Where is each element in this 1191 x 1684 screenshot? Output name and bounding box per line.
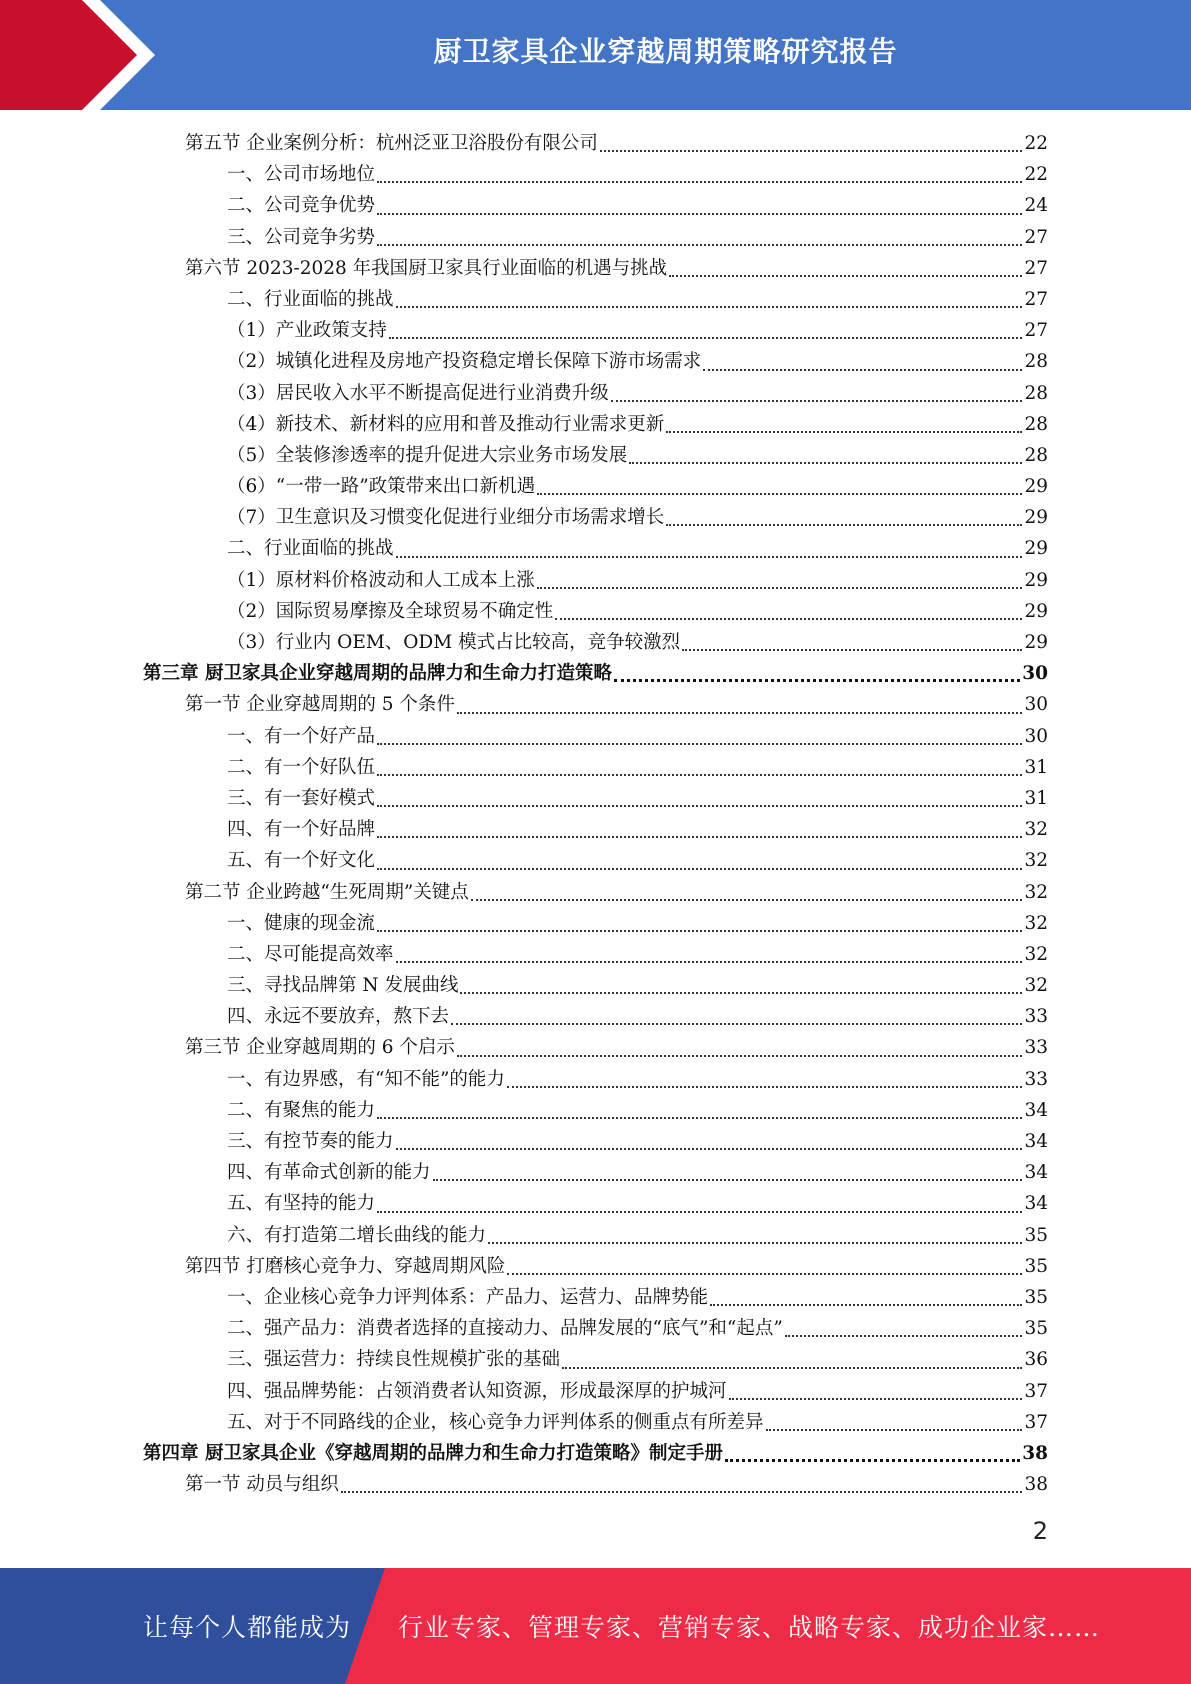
toc-entry[interactable] [143, 1126, 1048, 1157]
toc-dot-leader [488, 1224, 1022, 1244]
toc-entry[interactable] [143, 222, 1048, 253]
toc-entry[interactable] [143, 1251, 1048, 1282]
toc-dot-leader [457, 1037, 1023, 1057]
toc-entry-title: 五、有坚持的能力 [227, 1193, 376, 1215]
toc-entry-page: 33 [1024, 1006, 1048, 1028]
toc-entry[interactable] [143, 409, 1048, 440]
toc-entry-page: 38 [1022, 1442, 1048, 1464]
toc-entry-title: 二、有聚焦的能力 [227, 1099, 376, 1121]
toc-entry-page: 34 [1024, 1131, 1048, 1152]
toc-entry-title: （2）国际贸易摩擦及全球贸易不确定性 [227, 600, 554, 622]
toc-entry-title: 二、行业面临的挑战 [227, 538, 394, 560]
toc-entry-page: 29 [1024, 507, 1048, 529]
toc-entry-page: 30 [1024, 725, 1048, 747]
toc-dot-leader [341, 1473, 1023, 1493]
toc-dot-leader [725, 1441, 1020, 1462]
toc-dot-leader [377, 226, 1022, 246]
toc-entry-title: （3）居民收入水平不断提高促进行业消费升级 [227, 382, 609, 404]
toc-entry-page: 30 [1022, 663, 1048, 685]
toc-entry-page: 37 [1024, 1380, 1048, 1402]
toc-dot-leader [729, 1380, 1023, 1400]
toc-dot-leader [377, 787, 1022, 807]
toc-entry[interactable] [143, 877, 1048, 908]
toc-entry[interactable] [143, 1344, 1048, 1375]
toc-entry-page: 32 [1024, 850, 1048, 872]
page-number: 2 [1032, 1517, 1048, 1545]
toc-entry[interactable] [143, 783, 1048, 814]
toc-dot-leader [611, 382, 1023, 402]
toc-dot-leader [460, 974, 1022, 994]
toc-entry-title: 五、有一个好文化 [227, 850, 376, 872]
toc-entry-page: 27 [1024, 257, 1048, 279]
toc-entry[interactable] [143, 1095, 1048, 1126]
toc-entry-page: 29 [1024, 569, 1048, 591]
toc-entry-title: （6）“一带一路”政策带来出口新机遇 [227, 476, 536, 498]
toc-entry[interactable] [143, 1001, 1048, 1032]
toc-entry-title: 四、永远不要放弃，熬下去 [227, 1006, 450, 1028]
toc-entry[interactable] [143, 378, 1048, 409]
toc-dot-leader [507, 1255, 1022, 1275]
toc-dot-leader [451, 1005, 1022, 1025]
toc-entry-page: 27 [1024, 288, 1048, 310]
page-footer [0, 1568, 1191, 1684]
toc-dot-leader [377, 195, 1022, 215]
toc-entry-page: 28 [1024, 351, 1048, 373]
toc-entry-page: 36 [1024, 1349, 1048, 1371]
toc-entry[interactable] [143, 1469, 1048, 1500]
toc-entry-page: 33 [1024, 1068, 1048, 1090]
toc-dot-leader [377, 818, 1022, 838]
toc-entry-page: 32 [1024, 912, 1048, 934]
toc-dot-leader [507, 1068, 1023, 1088]
toc-dot-leader [785, 1317, 1023, 1337]
toc-entry-title: 第三节 企业穿越周期的 6 个启示 [185, 1037, 455, 1059]
toc-entry[interactable] [143, 970, 1048, 1001]
toc-entry-page: 38 [1024, 1474, 1048, 1496]
toc-entry-page: 22 [1024, 164, 1048, 186]
toc-entry-page: 29 [1024, 632, 1048, 653]
toc-entry[interactable] [143, 596, 1048, 627]
toc-entry-page: 32 [1024, 943, 1048, 965]
toc-entry-page: 28 [1024, 382, 1048, 404]
toc-entry[interactable] [143, 845, 1048, 876]
toc-entry-page: 32 [1024, 819, 1048, 841]
toc-dot-leader [471, 881, 1023, 901]
toc-dot-leader [614, 661, 1020, 682]
toc-entry[interactable] [143, 627, 1048, 658]
toc-entry-title: 三、强运营力：持续良性规模扩张的基础 [227, 1349, 561, 1371]
toc-dot-leader [377, 1099, 1022, 1119]
toc-entry-title: 第五节 企业案例分析：杭州泛亚卫浴股份有限公司 [185, 133, 598, 154]
toc-dot-leader [396, 1130, 1023, 1150]
toc-entry-page: 34 [1024, 1193, 1048, 1215]
toc-entry[interactable] [143, 1188, 1048, 1219]
toc-entry-title: （1）产业政策支持 [227, 320, 387, 342]
toc-entry-title: 一、有一个好产品 [227, 725, 376, 747]
toc-entry[interactable] [143, 533, 1048, 564]
toc-entry-page: 31 [1024, 787, 1048, 809]
toc-entry-page: 31 [1024, 756, 1048, 778]
toc-entry-title: （7）卫生意识及习惯变化促进行业细分市场需求增长 [227, 507, 665, 529]
toc-entry-page: 32 [1024, 975, 1048, 997]
toc-entry-title: （5）全装修渗透率的提升促进大宗业务市场发展 [227, 444, 628, 466]
toc-entry-title: 第六节 2023-2028 年我国厨卫家具行业面临的机遇与挑战 [185, 257, 668, 279]
toc-entry[interactable] [143, 128, 1048, 159]
toc-dot-leader [396, 288, 1023, 308]
toc-entry-title: 三、寻找品牌第 N 发展曲线 [227, 975, 459, 997]
toc-entry-title: 第二节 企业跨越“生死周期”关键点 [185, 881, 469, 903]
toc-entry[interactable] [143, 471, 1048, 502]
toc-entry-page: 29 [1024, 476, 1048, 498]
toc-entry[interactable] [143, 1313, 1048, 1344]
toc-dot-leader [377, 912, 1022, 932]
toc-dot-leader [562, 1349, 1022, 1369]
toc-entry[interactable] [143, 721, 1048, 752]
toc-dot-leader [396, 943, 1023, 963]
toc-entry-title: （4）新技术、新材料的应用和普及推动行业需求更新 [227, 413, 665, 435]
toc-dot-leader [377, 756, 1022, 776]
toc-dot-leader [377, 725, 1022, 745]
toc-entry-title: 四、强品牌势能：占领消费者认知资源，形成最深厚的护城河 [227, 1380, 727, 1402]
toc-dot-leader [537, 475, 1022, 495]
toc-entry-title: 二、尽可能提高效率 [227, 943, 394, 965]
toc-entry[interactable] [143, 253, 1048, 284]
toc-entry[interactable] [143, 1220, 1048, 1251]
toc-entry-page: 35 [1024, 1318, 1048, 1340]
toc-entry-page: 34 [1024, 1099, 1048, 1121]
toc-entry-title: 一、有边界感，有“知不能”的能力 [227, 1068, 505, 1090]
toc-entry-page: 32 [1024, 881, 1048, 903]
toc-entry-title: 一、公司市场地位 [227, 164, 376, 186]
toc-entry-title: 一、健康的现金流 [227, 912, 376, 934]
toc-entry-page: 29 [1024, 600, 1048, 622]
footer-slogan-right: 行业专家、管理专家、营销专家、战略专家、成功企业家…… [398, 1613, 1101, 1642]
toc-entry-title: 二、有一个好队伍 [227, 756, 376, 778]
toc-entry-page: 35 [1024, 1255, 1048, 1277]
toc-dot-leader [666, 413, 1022, 433]
toc-entry[interactable] [143, 1407, 1048, 1438]
toc-dot-leader [389, 319, 1023, 339]
toc-entry[interactable] [143, 1157, 1048, 1188]
toc-entry-title: 二、公司竞争优势 [227, 195, 376, 217]
toc-entry[interactable] [143, 1438, 1048, 1469]
toc-entry[interactable] [143, 190, 1048, 221]
toc-entry-title: 一、企业核心竞争力评判体系：产品力、运营力、品牌势能 [227, 1286, 709, 1308]
toc-entry[interactable] [143, 814, 1048, 845]
toc-dot-leader [457, 694, 1023, 714]
toc-entry-title: 二、行业面临的挑战 [227, 288, 394, 310]
toc-entry-title: 第三章 厨卫家具企业穿越周期的品牌力和生命力打造策略 [143, 663, 612, 685]
toc-entry-page: 37 [1024, 1411, 1048, 1433]
toc-entry-page: 34 [1024, 1162, 1048, 1184]
toc-entry[interactable] [143, 752, 1048, 783]
toc-dot-leader [377, 1193, 1022, 1213]
toc-dot-leader [600, 132, 1023, 152]
toc-entry-title: （2）城镇化进程及房地产投资稳定增长保障下游市场需求 [227, 351, 702, 373]
toc-entry-title: 第一节 企业穿越周期的 5 个条件 [185, 694, 455, 716]
toc-entry-title: （3）行业内 OEM、ODM 模式占比较高，竞争较激烈 [227, 632, 681, 653]
toc-entry-title: 三、公司竞争劣势 [227, 226, 376, 248]
toc-dot-leader [629, 444, 1022, 464]
toc-entry-title: 第四节 打磨核心竞争力、穿越周期风险 [185, 1255, 506, 1277]
toc-entry-page: 29 [1024, 538, 1048, 560]
toc-entry[interactable] [143, 315, 1048, 346]
toc-entry[interactable] [143, 284, 1048, 315]
toc-entry[interactable] [143, 502, 1048, 533]
toc-entry-title: 六、有打造第二增长曲线的能力 [227, 1224, 487, 1246]
toc-dot-leader [669, 257, 1022, 277]
toc-entry[interactable] [143, 908, 1048, 939]
toc-entry-page: 28 [1024, 444, 1048, 466]
toc-entry-page: 27 [1024, 226, 1048, 248]
toc-dot-leader [682, 631, 1022, 651]
toc-dot-leader [703, 351, 1022, 371]
toc-entry[interactable] [143, 440, 1048, 471]
toc-dot-leader [537, 569, 1023, 589]
toc-entry-title: 第一节 动员与组织 [185, 1474, 339, 1496]
table-of-contents [143, 128, 1048, 1500]
toc-entry[interactable] [143, 1282, 1048, 1313]
toc-entry[interactable] [143, 1032, 1048, 1063]
toc-dot-leader [377, 163, 1022, 183]
toc-entry-title: 二、强产品力：消费者选择的直接动力、品牌发展的“底气”和“起点” [227, 1318, 783, 1340]
toc-entry[interactable] [143, 658, 1048, 689]
toc-entry-page: 30 [1024, 694, 1048, 716]
toc-dot-leader [710, 1286, 1022, 1306]
toc-entry-page: 22 [1024, 133, 1048, 154]
toc-entry-page: 35 [1024, 1286, 1048, 1308]
toc-entry-page: 28 [1024, 413, 1048, 435]
toc-entry[interactable] [143, 346, 1048, 377]
toc-entry[interactable] [143, 1064, 1048, 1095]
report-title: 厨卫家具企业穿越周期策略研究报告 [433, 35, 898, 68]
toc-entry-title: 五、对于不同路线的企业，核心竞争力评判体系的侧重点有所差异 [227, 1411, 764, 1433]
toc-entry-title: 四、有一个好品牌 [227, 819, 376, 841]
toc-entry-page: 27 [1024, 320, 1048, 342]
toc-entry-title: （1）原材料价格波动和人工成本上涨 [227, 569, 535, 591]
toc-entry[interactable] [143, 159, 1048, 190]
toc-entry-title: 第四章 厨卫家具企业《穿越周期的品牌力和生命力打造策略》制定手册 [143, 1442, 723, 1464]
toc-entry[interactable] [143, 565, 1048, 596]
toc-dot-leader [433, 1161, 1023, 1181]
toc-entry-title: 三、有控节奏的能力 [227, 1131, 394, 1152]
footer-slogan-left: 让每个人都能成为 [143, 1613, 352, 1642]
toc-entry-page: 33 [1024, 1037, 1048, 1059]
toc-dot-leader [377, 850, 1022, 870]
toc-entry-page: 35 [1024, 1224, 1048, 1246]
toc-entry-title: 三、有一套好模式 [227, 787, 376, 809]
toc-entry[interactable] [143, 689, 1048, 720]
toc-dot-leader [555, 600, 1022, 620]
toc-entry[interactable] [143, 1376, 1048, 1407]
toc-dot-leader [396, 538, 1023, 558]
toc-entry[interactable] [143, 939, 1048, 970]
toc-entry-title: 四、有革命式创新的能力 [227, 1162, 431, 1184]
toc-dot-leader [666, 506, 1022, 526]
page-header [0, 0, 1191, 110]
toc-entry-page: 24 [1024, 195, 1048, 217]
toc-dot-leader [766, 1411, 1023, 1431]
